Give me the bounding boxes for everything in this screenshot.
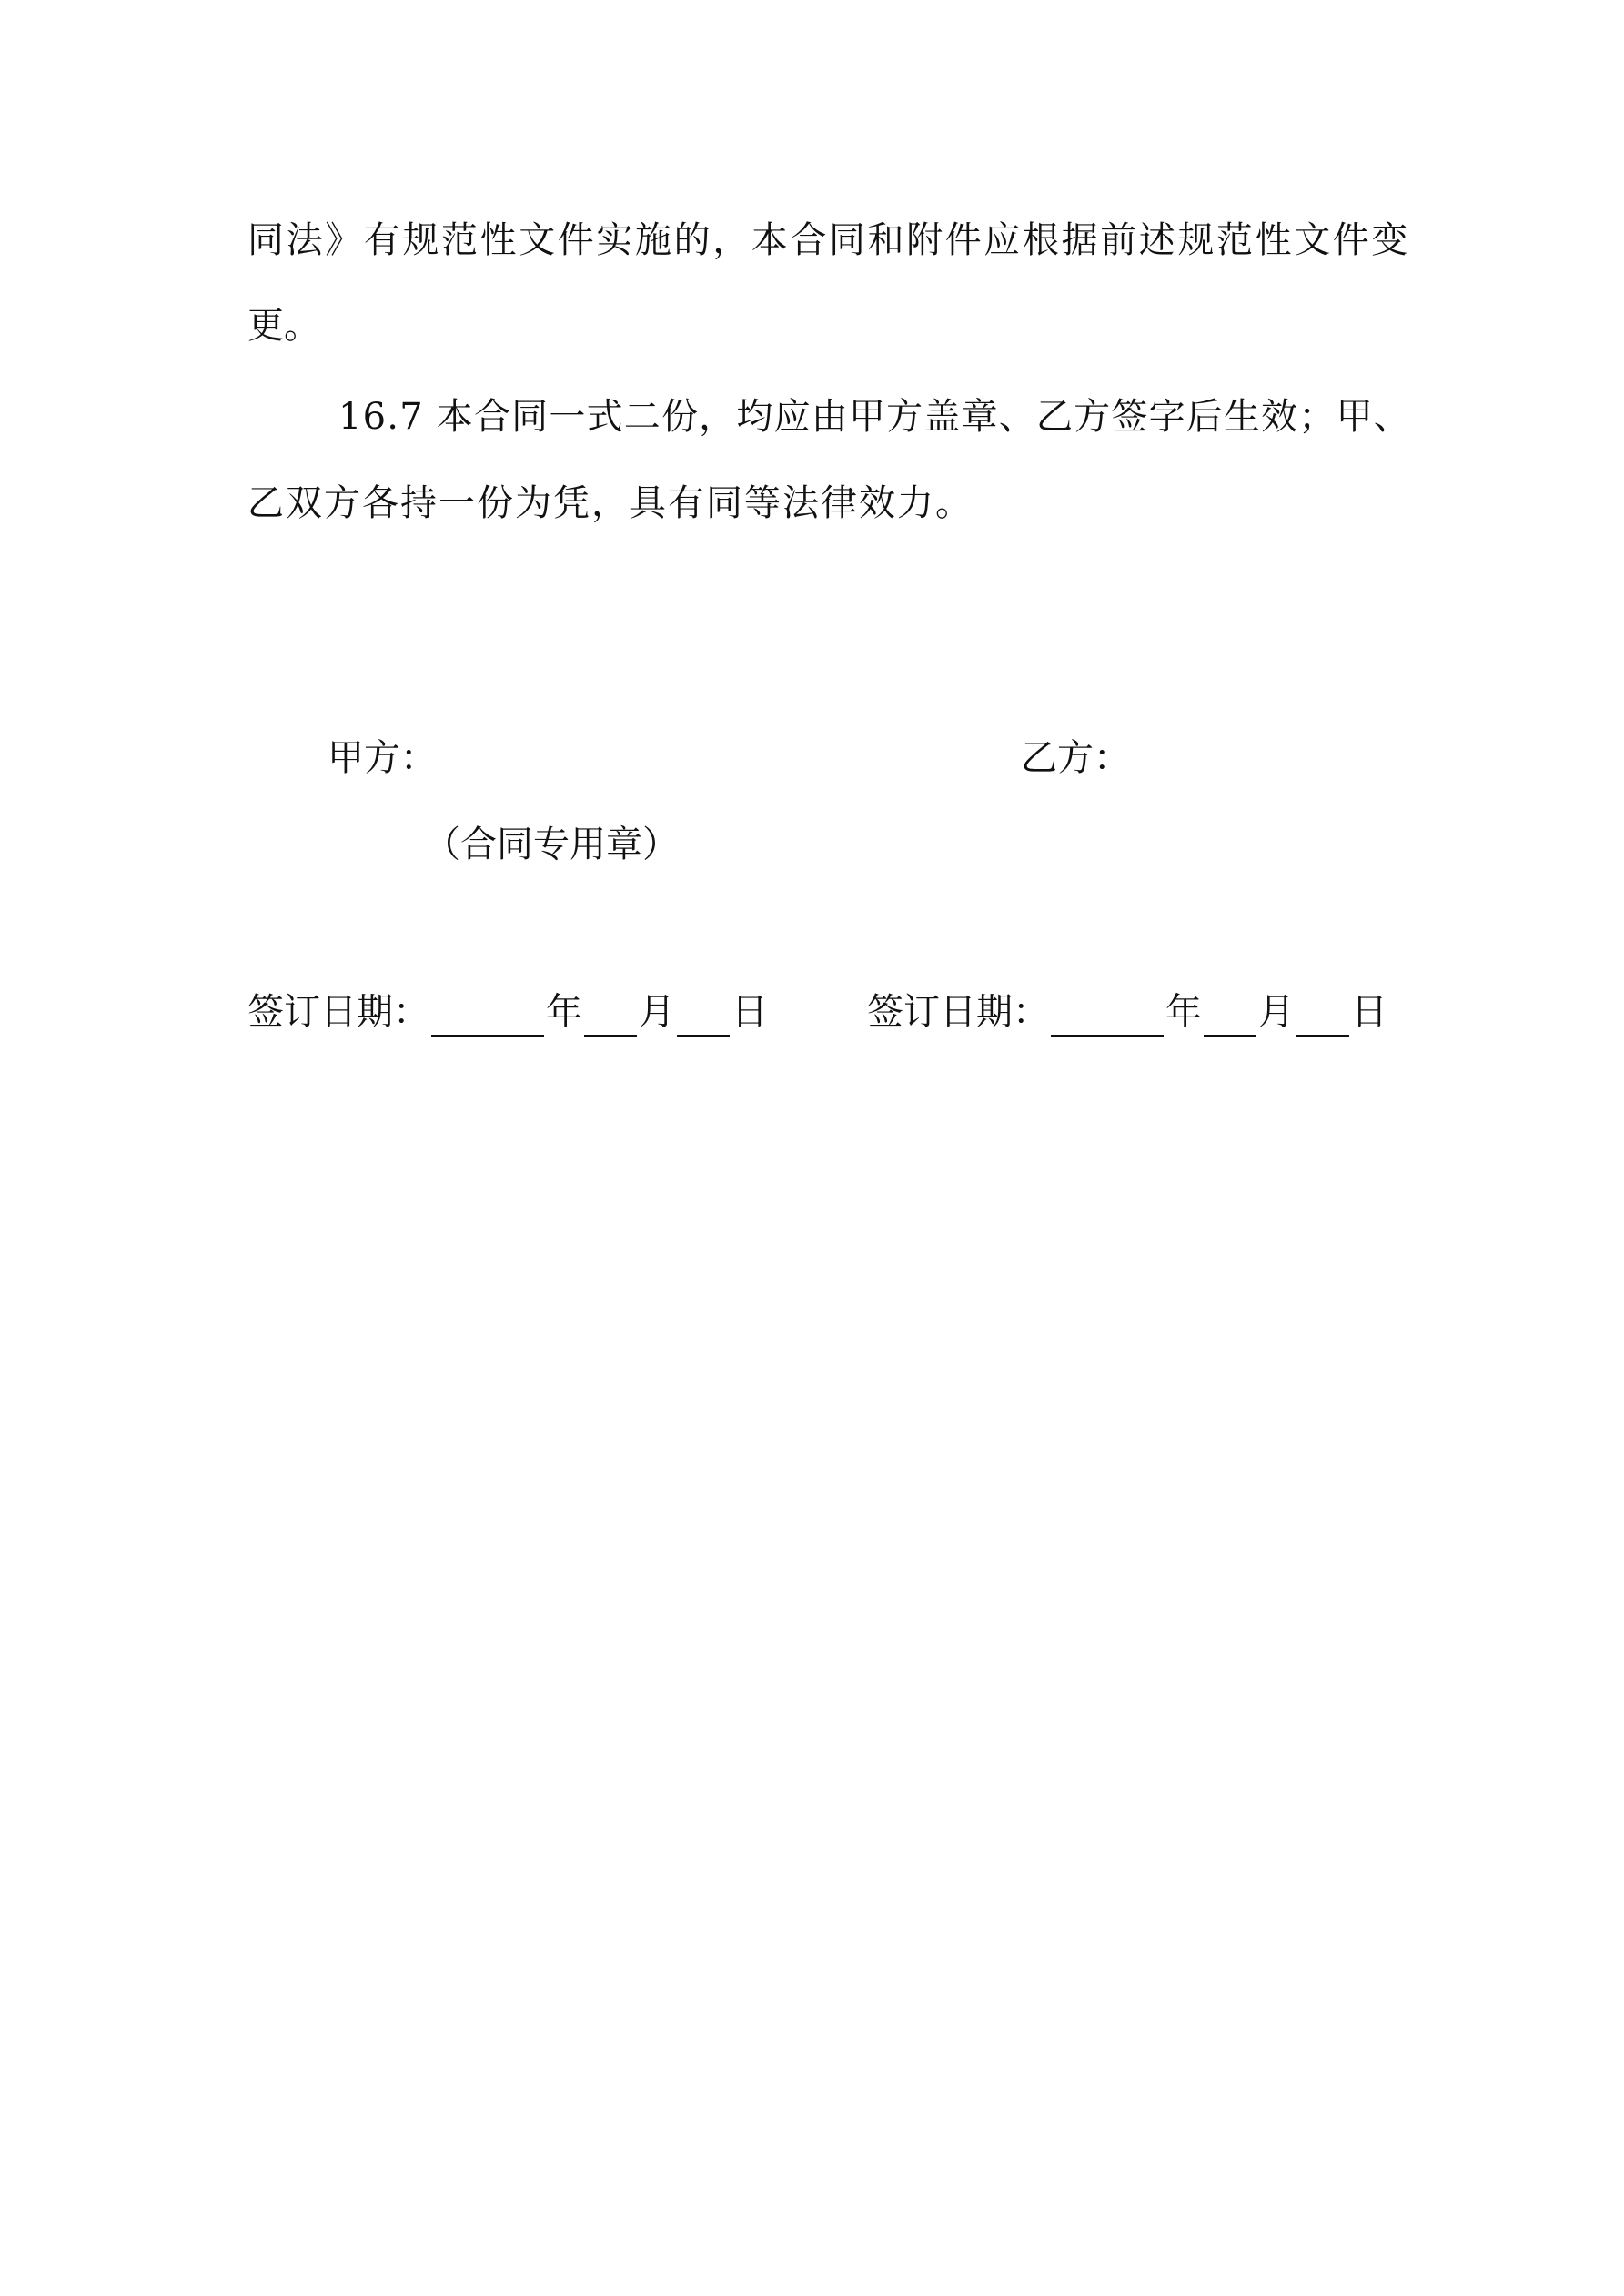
day-unit: 日: [1351, 991, 1387, 1033]
signing-date-label: 签订日期：: [867, 991, 1049, 1033]
body-line-2: 更。: [247, 305, 320, 347]
signing-date-label: 签订日期：: [247, 991, 429, 1033]
clause-16-7-line-2: 乙双方各持一份为凭，具有同等法律效力。: [247, 482, 973, 524]
year-unit: 年: [1165, 991, 1202, 1033]
day-blank[interactable]: [677, 995, 730, 1037]
month-blank[interactable]: [1204, 995, 1256, 1037]
contract-seal-note: （合同专用章）: [424, 824, 679, 865]
day-unit: 日: [731, 991, 768, 1033]
day-blank[interactable]: [1296, 995, 1349, 1037]
party-b-signing-date: [867, 986, 1387, 1037]
clause-16-7-line-1: 16.7 本合同一式二份，均应由甲方盖章、乙方签字后生效；甲、: [338, 396, 1411, 438]
year-blank[interactable]: [1051, 995, 1164, 1037]
year-unit: 年: [546, 991, 582, 1033]
body-line-1: 同法》有规范性文件实施的，本合同和附件应根据前述规范性文件变: [247, 219, 1410, 261]
month-unit: 月: [639, 991, 675, 1033]
month-blank[interactable]: [584, 995, 637, 1037]
year-blank[interactable]: [431, 995, 544, 1037]
party-b-label: 乙方：: [1021, 737, 1130, 779]
party-a-signing-date: [247, 986, 768, 1037]
party-a-label: 甲方：: [328, 737, 437, 779]
month-unit: 月: [1258, 991, 1295, 1033]
